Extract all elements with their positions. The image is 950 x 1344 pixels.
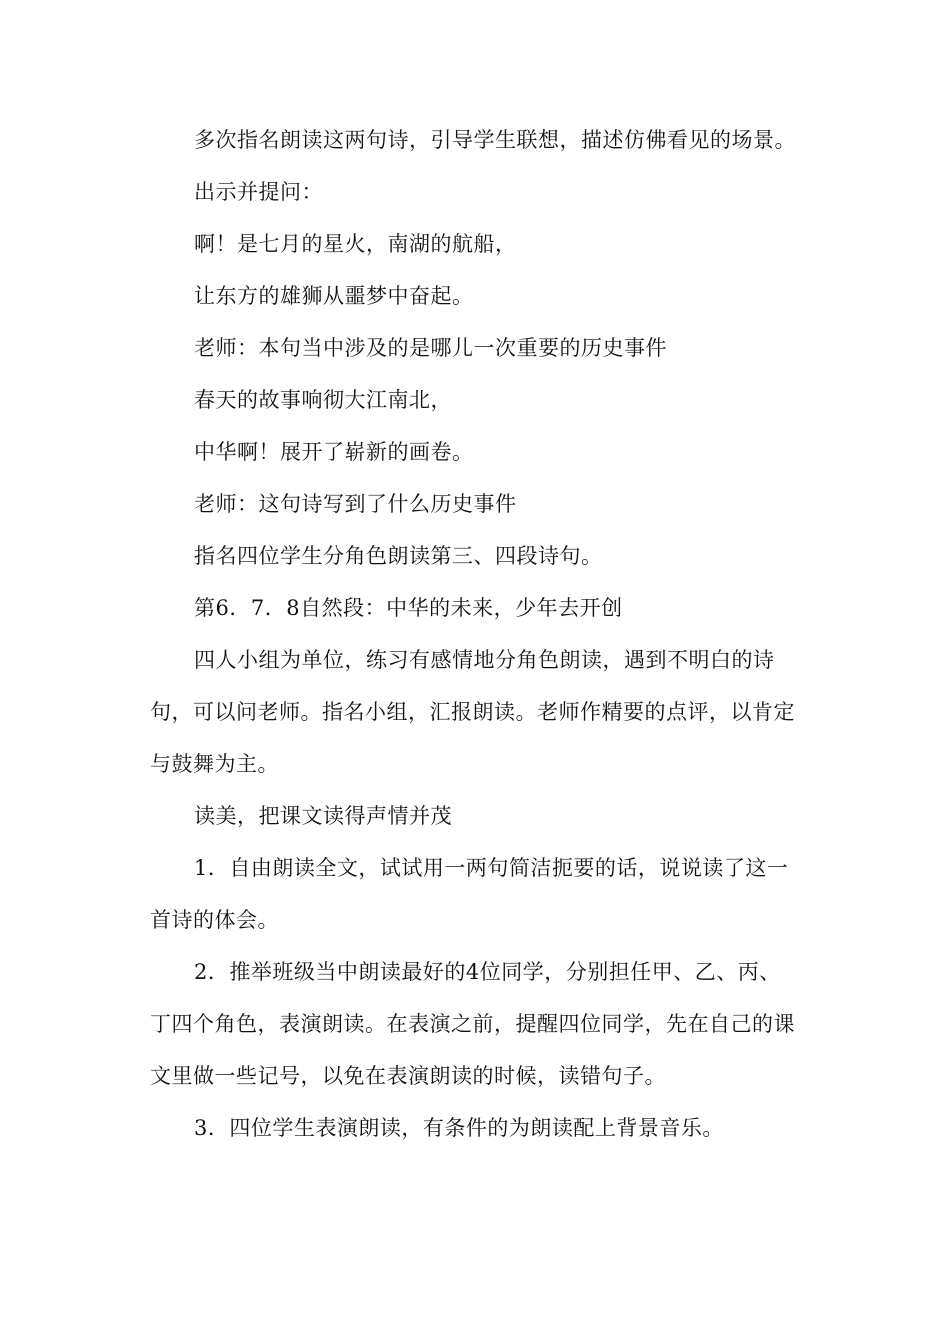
- paragraph-4: 让东方的雄狮从噩梦中奋起。: [194, 284, 474, 308]
- paragraph-10: 第6．7．8自然段：中华的未来，少年去开创: [194, 596, 623, 620]
- paragraph-14: 2．推举班级当中朗读最好的4位同学，分别担任甲、乙、丙、丁四个角色，表演朗读。在表演之前，提醒四位同学，先在自己的课文里做一些记号，以免在表演朗读的时候，读错句子。: [150, 960, 795, 1088]
- paragraph-7: 中华啊！展开了崭新的画卷。: [194, 440, 474, 464]
- paragraph-5: 老师：本句当中涉及的是哪儿一次重要的历史事件: [194, 336, 667, 360]
- paragraph-6: 春天的故事响彻大江南北，: [194, 388, 452, 412]
- paragraph-15: 3．四位学生表演朗读，有条件的为朗读配上背景音乐。: [194, 1116, 724, 1140]
- paragraph-9: 指名四位学生分角色朗读第三、四段诗句。: [194, 544, 603, 568]
- document-body: [150, 114, 800, 1154]
- paragraph-13: 1．自由朗读全文，试试用一两句简洁扼要的话，说说读了这一首诗的体会。: [150, 856, 789, 932]
- paragraph-1: 多次指名朗读这两句诗，引导学生联想，描述仿佛看见的场景。: [194, 128, 796, 152]
- paragraph-2: 出示并提问：: [194, 180, 323, 204]
- paragraph-12: 读美，把课文读得声情并茂: [194, 804, 452, 828]
- paragraph-3: 啊！是七月的星火，南湖的航船，: [194, 232, 517, 256]
- paragraph-11: 四人小组为单位，练习有感情地分角色朗读，遇到不明白的诗句，可以问老师。指名小组，汇报朗读。老师作精要的点评，以肯定与鼓舞为主。: [150, 648, 795, 776]
- paragraph-8: 老师：这句诗写到了什么历史事件: [194, 492, 517, 516]
